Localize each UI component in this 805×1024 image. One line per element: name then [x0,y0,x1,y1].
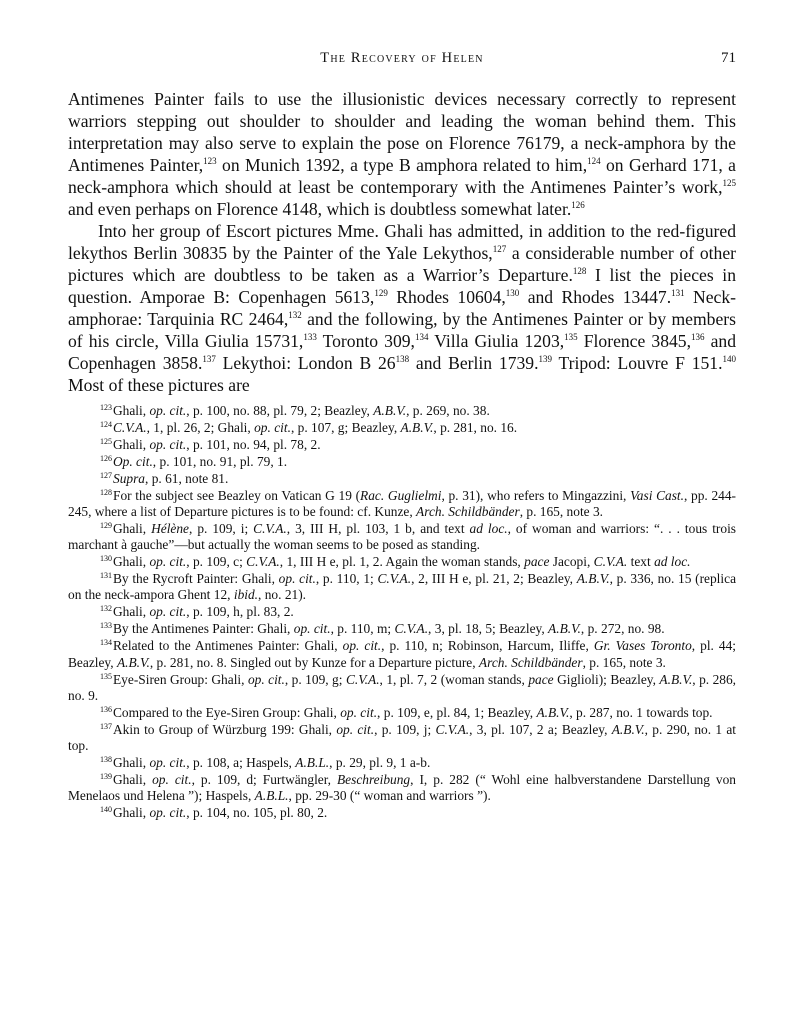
footnote-text: Ghali, [113,604,150,620]
citation-italic: op. cit. [293,621,331,637]
citation-italic: Vasi Cast. [630,487,685,503]
footnote-text: , I, p. 282 (“ Wohl eine halbverstandene Darstellung von Menelaos und Helena ”); Haspels, [68,771,736,804]
text-run: Most of these pictures are [68,375,250,395]
citation-italic: A.B.V. [116,654,150,670]
footnote-text: , p. 110, m; [330,621,395,637]
citation-italic: pace [528,671,554,687]
footnote-ref: 128 [572,266,587,276]
footnote-text: , 1, pl. 7, 2 (woman stands, [379,671,529,687]
footnote-number: 133 [100,621,112,631]
text-run: a considerable number of other pictures which are doubtless to be taken as a Warrior’s Departure. [68,243,736,285]
footnote-text: , 3, III H, pl. 103, 1 b, and text [286,520,470,536]
footnote-text: , p. 109, j; [374,721,436,737]
citation-italic: A.B.V. [548,621,581,637]
footnote-text: , p. 29, pl. 9, 1 a-b. [329,755,431,771]
citation-italic: C.V.A. [253,520,287,536]
footnote-text: , 3, pl. 107, 2 a; Beazley, [469,721,612,737]
text-run: and Rhodes 13447. [519,287,672,307]
footnote-text: , p. 109, c; [186,554,247,570]
citation-italic: ad loc. [469,520,508,536]
footnote [68,638,736,671]
footnote-text: For the subject see Beazley on Vatican G 19 ( [113,487,361,503]
footnote-number: 128 [100,487,112,497]
footnote [68,772,736,805]
footnote-ref: 126 [571,200,585,210]
citation-italic: Supra [113,470,145,486]
footnote-number: 138 [100,755,112,765]
footnote [68,604,736,620]
citation-italic: Gr. Vases Toronto [593,638,692,654]
citation-italic: op. cit. [149,554,187,570]
text-run: Into her group of Escort pictures Mme. Ghali has admitted, in addition to the red-figured lekythos Berlin 30835 by the Painter of the Yale Lekythos, [68,221,736,263]
footnote-number: 126 [100,453,112,463]
citation-italic: A.B.V. [659,671,693,687]
text-run: Toronto 309, [316,331,415,351]
footnote-text: , p. 109, i; [189,520,254,536]
footnote [68,705,736,721]
footnote [68,621,736,637]
footnote [68,403,736,419]
footnote-text: , p. 287, no. 1 towards top. [569,704,713,720]
footnote-text: Eye-Siren Group: Ghali, [113,671,248,687]
paragraph [68,220,736,396]
citation-italic: C.V.A. [593,554,628,570]
footnote-number: 140 [100,805,112,815]
footnote-ref: 131 [671,288,685,298]
footnote-ref: 125 [722,178,736,188]
footnote-ref: 127 [492,244,507,254]
footnote-text: , p. 101, no. 91, pl. 79, 1. [152,453,288,469]
citation-italic: op. cit. [149,805,187,821]
footnote-number: 136 [100,704,112,714]
footnote-number: 123 [100,403,112,412]
footnote [68,554,736,570]
citation-italic: A.B.L. [254,788,289,804]
citation-italic: Arch. Schildbänder [416,503,520,519]
text-run: I list the pieces in question. Amporae B: Copenhagen 5613, [68,265,736,307]
text-run: Antimenes Painter fails to use the illusionistic devices necessary correctly to represent warriors stepping out shoulder to shoulder and leading the woman behind them. This interpretation may also serve to explain the pose on Florence 76179, a neck-amphora by the Antimenes Painter, [68,89,736,175]
footnote-text: , p. 165, note 3. [582,654,666,670]
footnote-text: , p. 104, no. 105, pl. 80, 2. [186,805,328,821]
footnote-text: By the Rycroft Painter: Ghali, [113,571,279,587]
footnote-text: , p. 269, no. 38. [406,403,490,418]
footnote-text: Ghali, [113,771,153,787]
footnote [68,672,736,705]
footnote-number: 129 [100,520,112,530]
footnote-number: 127 [100,470,112,480]
footnote [68,488,736,521]
footnote [68,521,736,554]
citation-italic: op. cit. [278,571,316,587]
footnote-ref: 135 [564,332,578,342]
footnote-text: , pl. 44; Beazley, [68,638,736,670]
footnote-text: Ghali, [113,403,150,418]
text-run: on Munich 1392, a type B amphora related to him, [216,155,588,175]
citation-italic: Beschreibung [337,771,411,787]
footnote [68,471,736,487]
citation-italic: op. cit. [340,704,378,720]
footnote-text: , p. 281, no. 8. Singled out by Kunze for a Departure picture, [149,654,479,670]
citation-italic: op. cit. [247,671,285,687]
footnote-ref: 136 [690,332,705,342]
citation-italic: Hélène [151,520,189,536]
citation-italic: A.B.L. [295,755,330,771]
footnote-text: , p. 31), who refers to Mingazzini, [441,487,631,503]
running-title: The Recovery of Helen [320,50,484,66]
footnote-text: , p. 61, note 81. [145,470,229,486]
citation-italic: ibid. [233,587,259,603]
citation-italic: op. cit. [149,403,187,418]
footnote-text: , p. 286, no. 9. [68,671,737,703]
footnote-text: Ghali, [113,755,150,771]
footnote-number: 125 [100,436,112,446]
footnote-number: 135 [100,671,112,681]
citation-italic: ad loc. [654,554,691,570]
footnote-ref: 134 [414,332,429,342]
footnote-number: 134 [100,638,112,648]
text-run: and Copenhagen 3858. [68,331,736,373]
citation-italic: op. cit. [152,771,192,787]
footnotes [68,403,736,822]
citation-italic: Rac. Guglielmi [360,487,442,503]
footnote-ref: 138 [395,354,410,364]
footnote-text: , p. 165, note 3. [519,503,603,519]
footnote-number: 131 [100,571,112,581]
footnote-text: , of woman and warriors: “. . . tous trois marchant à gauche”—but actually the woman seems to be posed as standing. [68,520,737,553]
footnote [68,571,736,604]
footnote-ref: 124 [587,156,601,166]
footnote-text: , p. 100, no. 88, pl. 79, 2; Beazley, [186,403,374,418]
footnote-text: By the Antimenes Painter: Ghali, [113,621,294,637]
footnote-text: , pp. 29-30 (“ woman and warriors ”). [288,788,491,804]
footnote-text: Compared to the Eye-Siren Group: Ghali, [113,704,341,720]
page-number: 71 [721,50,736,66]
footnote-text: , p. 101, no. 94, pl. 78, 2. [186,436,321,452]
footnote-text: , p. 109, d; Furtwängler, [191,771,337,787]
citation-italic: A.B.V. [373,403,407,418]
text-run: Neck-amphorae: Tarquinia RC 2464, [68,287,736,329]
citation-italic: op. cit. [342,638,382,654]
footnote-ref: 130 [505,288,520,298]
footnote-number: 139 [100,771,112,781]
footnote-text: , p. 108, a; Haspels, [186,755,296,771]
footnote-text: text [627,554,655,570]
citation-italic: op. cit. [254,419,291,435]
footnote-text: , pp. 244-245, where a list of Departure pictures is to be found: cf. Kunze, [68,487,737,519]
citation-italic: C.V.A. [246,554,280,570]
text-run: and Berlin 1739. [409,353,539,373]
footnote [68,805,736,821]
footnote-text: , p. 109, h, pl. 83, 2. [186,604,294,620]
footnote-ref: 123 [203,156,217,166]
citation-italic: C.V.A. [345,671,380,687]
footnote-text: , p. 336, no. 15 (replica on the neck-ampora Ghent 12, [68,571,737,603]
citation-italic: op. cit. [149,755,187,771]
footnote-text: , p. 110, n; Robinson, Harcum, Iliffe, [381,638,594,654]
footnote-text: Giglioli); Beazley, [553,671,660,687]
footnote-ref: 129 [374,288,388,298]
citation-italic: Arch. Schildbänder [478,654,583,670]
footnote-text: Ghali, [113,436,150,452]
text-run: on Gerhard 171, a neck-amphora which should at least be contemporary with the Antimenes Painter’s work, [68,155,736,197]
footnote [68,755,736,771]
page [68,0,736,1024]
footnote-number: 137 [100,721,112,731]
footnote [68,437,736,453]
footnote-ref: 139 [538,354,553,364]
footnote-text: Ghali, [113,520,152,536]
citation-italic: C.V.A. [113,419,147,435]
footnote-text: , 2, III H e, pl. 21, 2; Beazley, [411,571,577,587]
footnote-text: , p. 109, g; [284,671,346,687]
text-run: Rhodes 10604, [387,287,506,307]
footnote-text: , no. 21). [258,587,307,603]
footnote-text: Ghali, [113,554,150,570]
footnote-number: 130 [100,554,112,564]
footnote-text: , 1, pl. 26, 2; Ghali, [146,419,255,435]
citation-italic: A.B.V. [576,571,610,587]
citation-italic: op. cit. [336,721,375,737]
citation-italic: A.B.V. [611,721,645,737]
citation-italic: C.V.A. [377,571,412,587]
footnote-text: , 3, pl. 18, 5; Beazley, [428,621,549,637]
citation-italic: op. cit. [149,436,187,452]
citation-italic: C.V.A. [435,721,470,737]
footnote-ref: 133 [303,332,317,342]
footnote-text: , p. 107, g; Beazley, [290,419,401,435]
text-run: Villa Giulia 1203, [428,331,565,351]
footnote-text: , p. 109, e, pl. 84, 1; Beazley, [377,704,537,720]
citation-italic: pace [524,554,550,570]
footnote-text: , p. 272, no. 98. [580,621,665,637]
footnote [68,454,736,470]
text-run: Tripod: Louvre F 151. [552,353,723,373]
paragraph [68,88,736,220]
citation-italic: Op. cit. [113,453,153,469]
footnote-text: Jacopi, [549,554,594,570]
footnote-text: Akin to Group of Würzburg 199: Ghali, [113,721,337,737]
footnote [68,722,736,755]
citation-italic: A.B.V. [536,704,570,720]
citation-italic: C.V.A. [394,621,429,637]
citation-italic: op. cit. [149,604,187,620]
text-run: and the following, by the Antimenes Painter or by members of his circle, Villa Giulia 15731, [68,309,736,351]
text-run: and even perhaps on Florence 4148, which is doubtless somewhat later. [68,199,572,219]
text-run: Lekythoi: London B 26 [215,353,396,373]
running-header [68,50,736,72]
footnote-ref: 140 [722,354,736,364]
footnote-text: , p. 110, 1; [315,571,378,587]
footnote-number: 124 [100,419,112,429]
footnote-number: 132 [100,604,112,614]
footnote-text: , 1, III H e, pl. 1, 2. Again the woman stands, [279,554,525,570]
text-run: Florence 3845, [577,331,691,351]
body-text [68,88,736,396]
footnote-text: , p. 281, no. 16. [433,419,518,435]
footnote-text: , p. 290, no. 1 at top. [68,721,736,754]
footnote-text: Related to the Antimenes Painter: Ghali, [113,638,343,654]
footnote-ref: 132 [288,310,302,320]
footnote-text: Ghali, [113,805,150,821]
footnote-ref: 137 [202,354,216,364]
footnote [68,420,736,436]
citation-italic: A.B.V. [400,419,434,435]
